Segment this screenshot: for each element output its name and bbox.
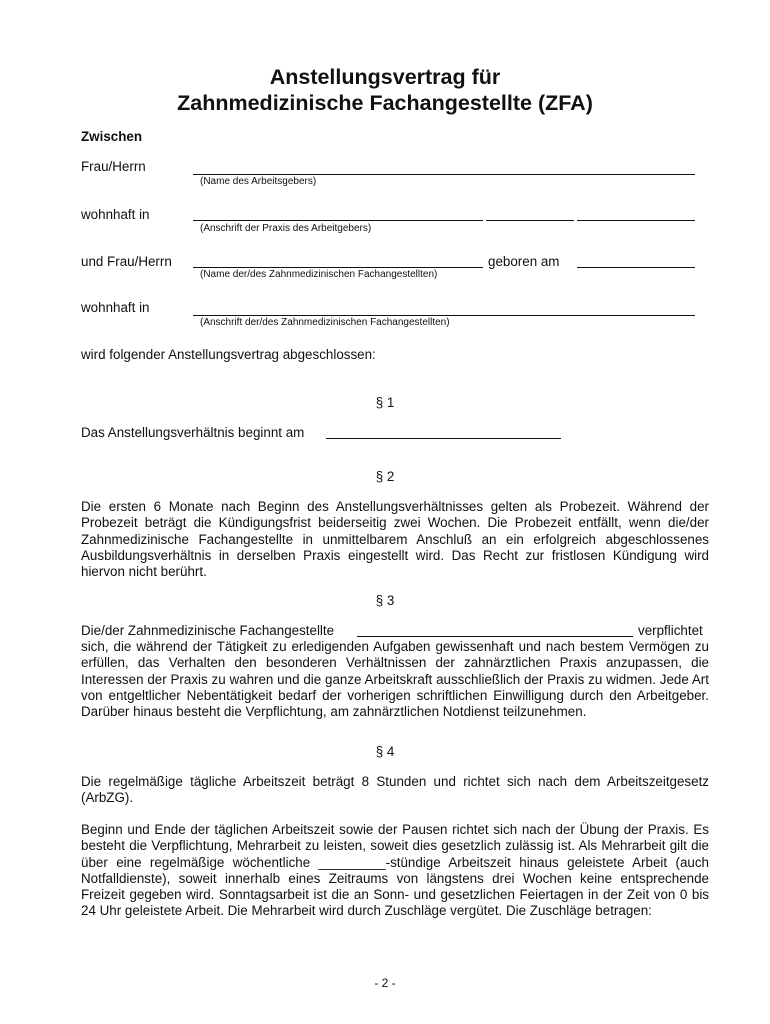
section-2-text: Die ersten 6 Monate nach Beginn des Anstellungsverhältnisses gelten als Probezeit. Während der Probezeit beträgt die Kündigungsfrist beiderseitig zwei Wochen. Die Probezeit entfällt, wenn die/der Zahnmedizinische Fachangestellte in unmittelbarem Anschluß an ein erfolgreich abgeschlossenes Ausbildungsverhältnis in derselben Praxis eingestellt wird. Das Recht zur fristlosen Kündigung wird hiervon nicht berührt. xyxy=(81,499,709,580)
practice-address-hint: (Anschrift der Praxis des Arbeitgebers) xyxy=(200,223,372,234)
practice-address-line-3[interactable] xyxy=(577,220,695,221)
section-4-text-1: Die regelmäßige tägliche Arbeitszeit beträgt 8 Stunden und richtet sich nach dem Arbeitszeitgesetz (ArbZG). xyxy=(81,774,709,806)
wohnhaft-label-2: wohnhaft in xyxy=(81,300,150,315)
document-title-line2: Zahnmedizinische Fachangestellte (ZFA) xyxy=(177,91,593,115)
birthdate-line[interactable] xyxy=(577,267,695,268)
frau-herrn-label: Frau/Herrn xyxy=(81,159,146,174)
section-1-text: Das Anstellungsverhältnis beginnt am xyxy=(81,425,305,440)
section-3-label: Die/der Zahnmedizinische Fachangestellte xyxy=(81,623,335,638)
section-3-heading: § 3 xyxy=(375,593,395,608)
section-3-verb: verpflichtet xyxy=(638,623,703,638)
practice-address-line[interactable] xyxy=(193,220,483,221)
und-frau-herrn-label: und Frau/Herrn xyxy=(81,254,172,269)
section-1-heading: § 1 xyxy=(375,395,395,410)
section-4-heading: § 4 xyxy=(375,744,395,759)
employer-name-line[interactable] xyxy=(193,174,695,175)
zfa-address-line[interactable] xyxy=(193,315,695,316)
section-4-text-2a: Beginn und Ende der täglichen Arbeitszeit sowie der Pausen richtet sich nach der Übung der Praxis. Es besteht die Verpflichtung, Mehrarbeit zu leisten, soweit dies gesetzlich zulässig ist. Als Mehrarbeit gilt die über eine regelmäßige wöchentliche xyxy=(81,822,709,870)
zwischen-label: Zwischen xyxy=(81,129,143,144)
intro-text: wird folgender Anstellungsvertrag abgeschlossen: xyxy=(81,347,376,362)
section-4-text-2 xyxy=(81,822,709,920)
geboren-am-label: geboren am xyxy=(488,254,560,269)
page-number: - 2 - xyxy=(374,976,396,990)
section-3-text: sich, die während der Tätigkeit zu erledigenden Aufgaben gewissenhaft und nach bestem Vermögen zu erfüllen, das Verhalten den besonderen Verhältnissen der zahnärztlichen Praxis anzupassen, die Interessen der Praxis zu wahren und die ganze Arbeitskraft ausschließlich der Praxis zu widmen. Jede Art von entgeltlicher Nebentätigkeit bedarf der vorherigen schriftlichen Einwilligung durch den Arbeitgeber. Darüber hinaus besteht die Verpflichtung, am zahnärztlichen Notdienst teilzunehmen. xyxy=(81,639,709,720)
section-2-heading: § 2 xyxy=(375,469,395,484)
start-date-line[interactable] xyxy=(326,438,561,439)
weekly-hours-blank[interactable]: _________ xyxy=(318,854,386,870)
zfa-address-hint: (Anschrift der/des Zahnmedizinischen Fachangestellten) xyxy=(200,317,450,328)
document-title-line1: Anstellungsvertrag für xyxy=(269,65,501,89)
practice-address-line-2[interactable] xyxy=(486,220,574,221)
section-4-text-2b: -stündige Arbeitszeit hinaus geleistete Arbeit (auch Notfalldienste), soweit innerhalb eines Zeitraums von längstens drei Wochen keine entsprechende Freizeit gegeben wird. Sonntagsarbeit ist die an Sonn- und gesetzlichen Feiertagen in der Zeit von 0 bis 24 Uhr geleistete Arbeit. Die Mehrarbeit wird durch Zuschläge vergütet. Die Zuschläge betragen: xyxy=(81,854,709,919)
employer-name-hint: (Name des Arbeitsgebers) xyxy=(200,176,317,187)
zfa-name-line[interactable] xyxy=(193,267,483,268)
zfa-name-hint: (Name der/des Zahnmedizinischen Fachangestellten) xyxy=(200,269,438,280)
wohnhaft-label-1: wohnhaft in xyxy=(81,207,150,222)
zfa-name-line-s3[interactable] xyxy=(357,636,633,637)
